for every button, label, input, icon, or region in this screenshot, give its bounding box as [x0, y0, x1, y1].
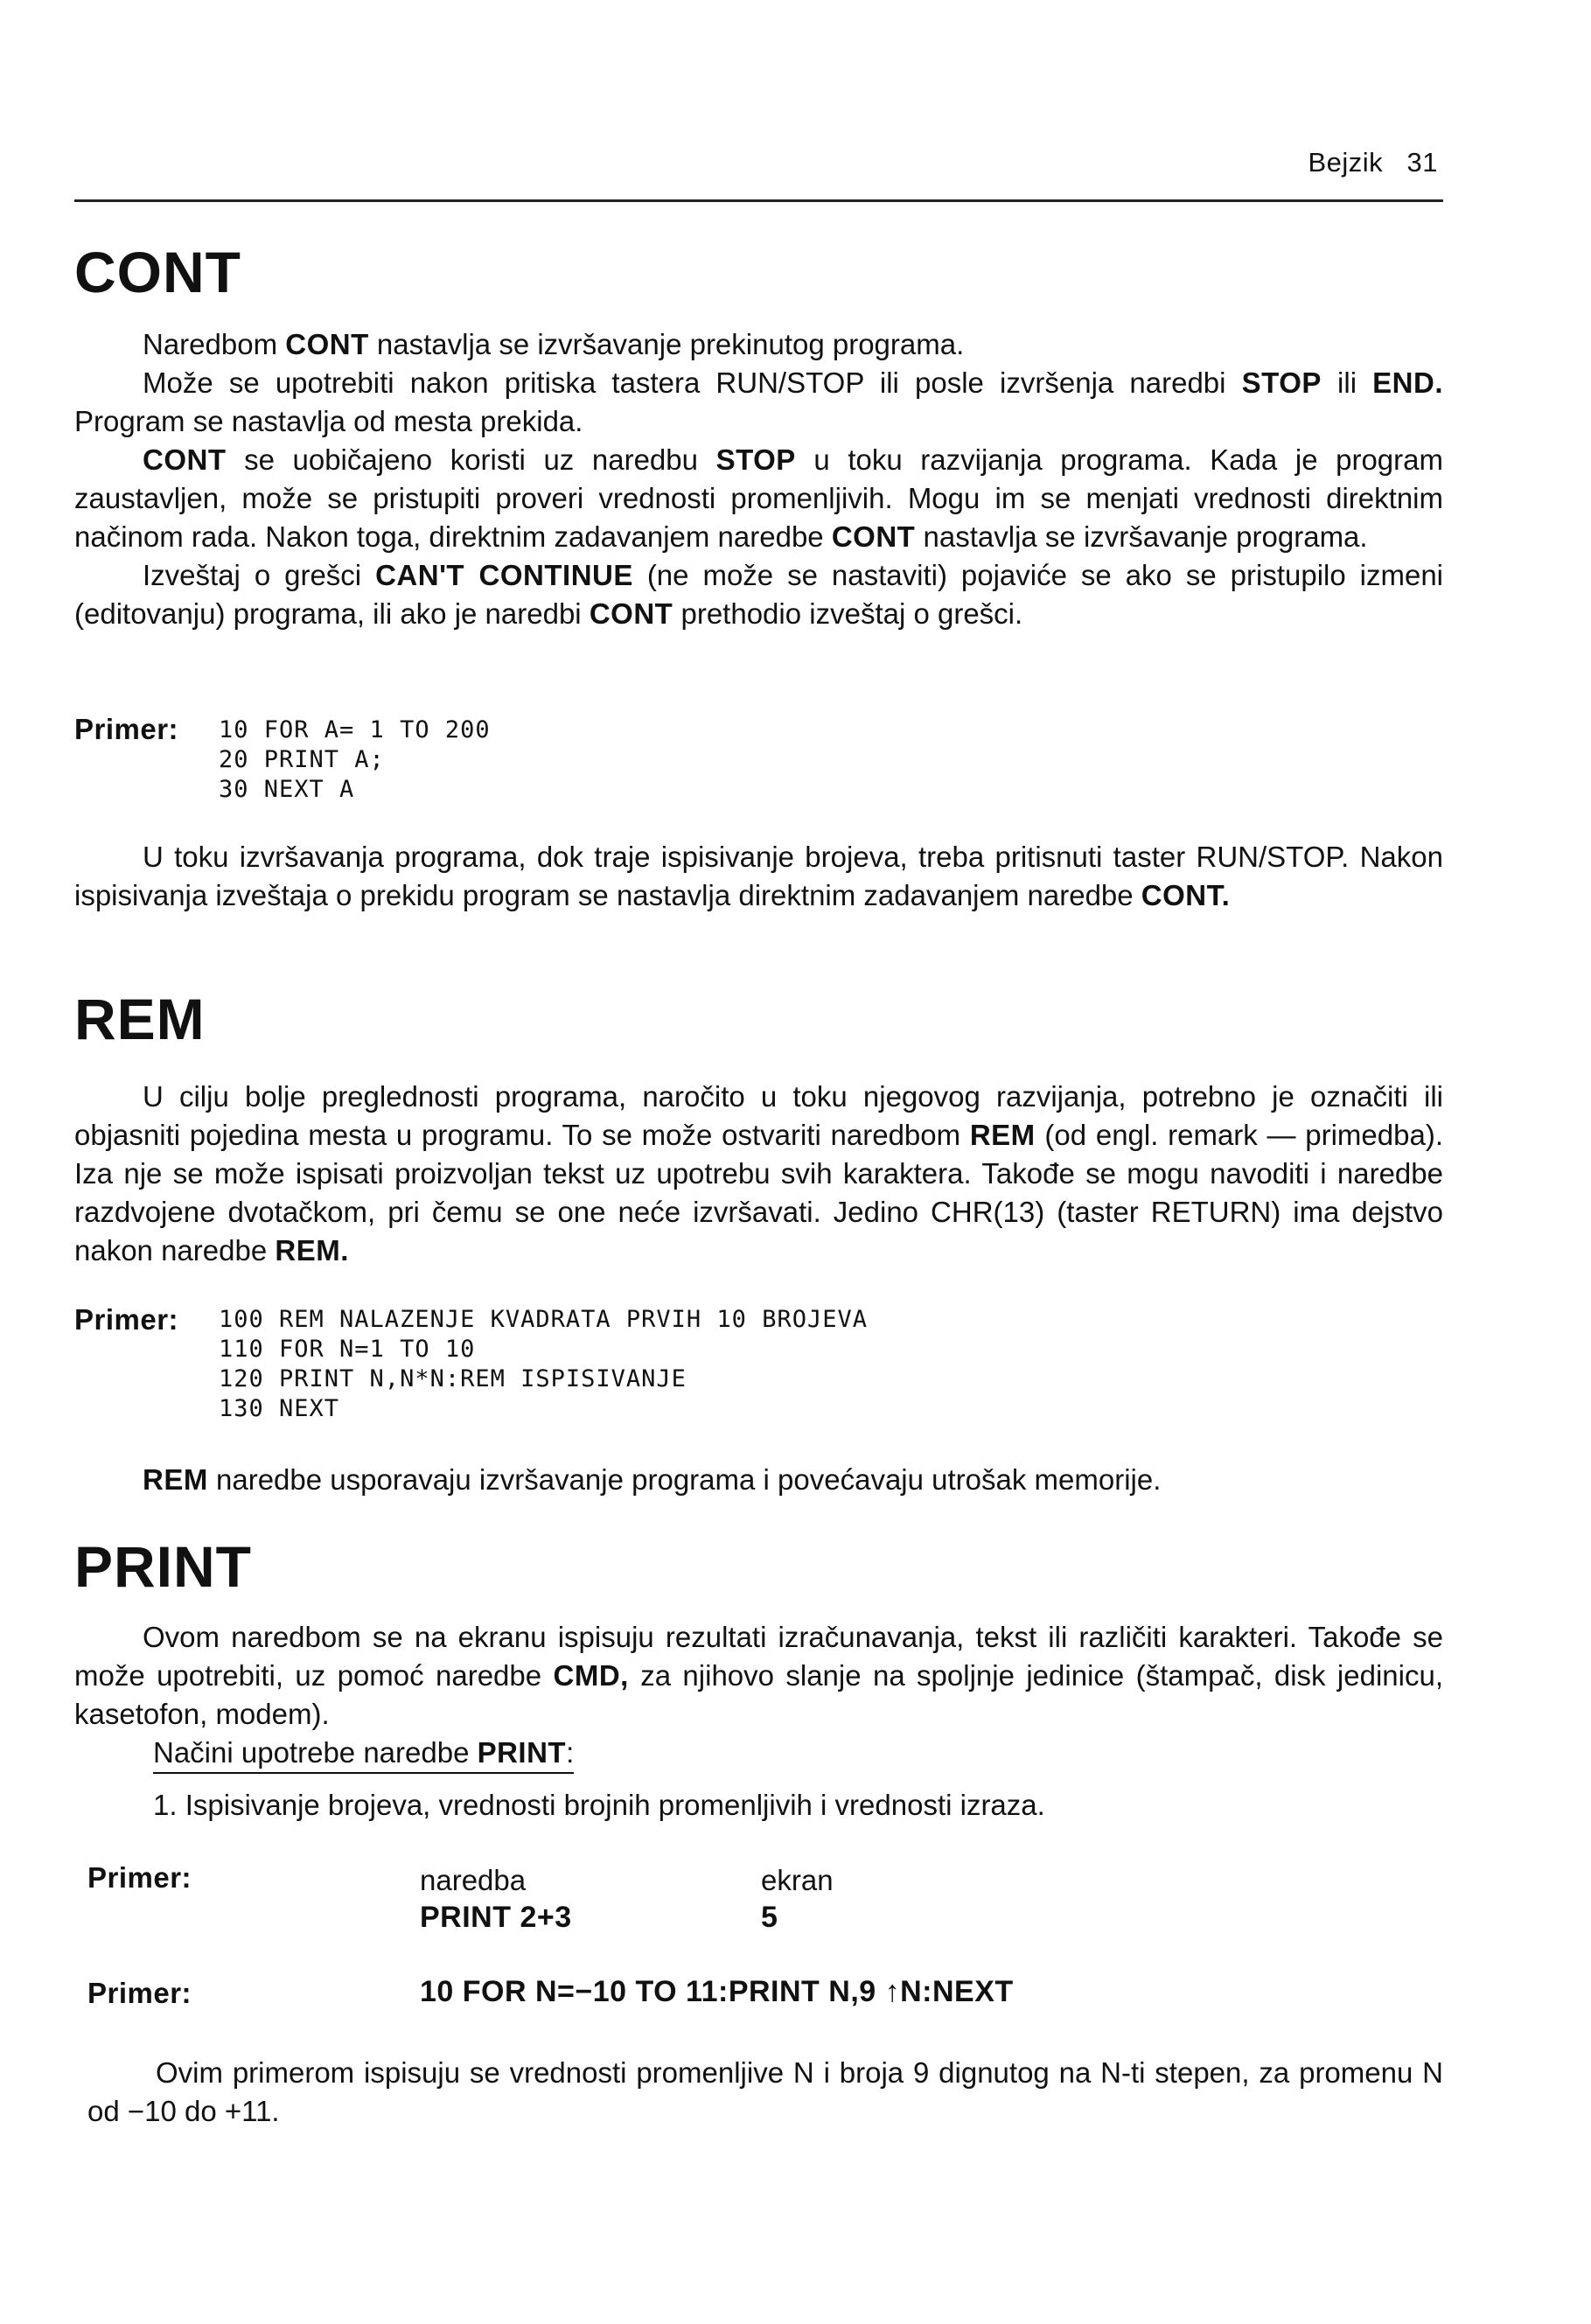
section-title-rem: REM: [74, 987, 206, 1051]
cont-body-after-example: [74, 838, 1443, 915]
rem-example-label: Primer:: [74, 1303, 179, 1336]
rem-body-after-example: [74, 1461, 1443, 1499]
cont-paragraph-2: Može se upotrebiti nakon pritiska tastera RUN/STOP ili posle izvršenja naredbi STOP ili END. Program se nastavlja od mesta prekida.: [74, 366, 1443, 437]
running-title: Bejzik: [1308, 147, 1384, 178]
section-title-cont: CONT: [74, 240, 241, 304]
print-example1-result: 5: [761, 1901, 778, 1934]
code-line: 110 FOR N=1 TO 10: [219, 1336, 476, 1363]
cont-code-block: [219, 715, 491, 805]
print-body-after-example: [87, 2054, 1443, 2131]
rem-paragraph-2: REM naredbe usporavaju izvršavanje programa i povećavaju utrošak memorije.: [143, 1463, 1162, 1496]
code-line: 20 PRINT A;: [219, 746, 385, 773]
code-line: 130 NEXT: [219, 1395, 340, 1422]
rem-body: [74, 1078, 1443, 1270]
print-example2-label: Primer:: [87, 1977, 192, 2009]
print-body: [74, 1618, 1443, 1734]
print-example1-col-header-screen: ekran: [761, 1864, 834, 1896]
cont-paragraph-5: U toku izvršavanja programa, dok traje ispisivanje brojeva, treba pritisnuti taster RUN/STOP. Nakon ispisivanja izveštaja o prekidu program se nastavlja direktnim zadavanjem naredbe CONT.: [74, 841, 1443, 911]
print-paragraph-2: Ovim primerom ispisuju se vrednosti promenljive N i broja 9 dignutog na N-ti stepen, za promenu N od −10 do +11.: [87, 2056, 1443, 2127]
cont-paragraph-3: CONT se uobičajeno koristi uz naredbu STOP u toku razvijanja programa. Kada je program zaustavljen, može se pristupiti proveri vrednosti promenljivih. Mogu im se menjati vrednosti direktnim načinom rada. Nakon toga, direktnim zadavanjem naredbe CONT nastavlja se izvršavanje programa.: [74, 443, 1443, 553]
print-usage-heading: Načini upotrebe naredbe PRINT:: [153, 1734, 574, 1772]
code-line: 100 REM NALAZENJE KVADRATA PRVIH 10 BROJEVA: [219, 1306, 868, 1333]
print-paragraph-1: Ovom naredbom se na ekranu ispisuju rezultati izračunavanja, tekst ili različiti karakteri. Takođe se može upotrebiti, uz pomoć naredbe CMD, za njihovo slanje na spoljnje jedinice (štampač, disk jedinicu, kasetofon, modem).: [74, 1621, 1443, 1730]
rem-paragraph-1: U cilju bolje preglednosti programa, naročito u toku njegovog razvijanja, potrebno je označiti ili objasniti pojedina mesta u programu. To se može ostvariti naredbom REM (od engl. remark — primedba). Iza nje se može ispisati proizvoljan tekst uz upotrebu svih karaktera. Takođe se mogu navoditi i naredbe razdvojene dvotačkom, pri čemu se one neće izvršavati. Jedino CHR(13) (taster RETURN) ima dejstvo nakon naredbe REM.: [74, 1080, 1443, 1267]
running-header: [1308, 147, 1438, 178]
print-example1-command: PRINT 2+3: [420, 1901, 572, 1934]
code-line: 10 FOR A= 1 TO 200: [219, 716, 491, 743]
section-title-print: PRINT: [74, 1534, 252, 1599]
print-example2-command: 10 FOR N=−10 TO 11:PRINT N,9 ↑N:NEXT: [420, 1975, 1014, 2008]
rem-code-block: [219, 1305, 868, 1424]
cont-example-label: Primer:: [74, 713, 179, 745]
print-usage-item-1: 1. Ispisivanje brojeva, vrednosti brojnih promenljivih i vrednosti izraza.: [153, 1789, 1045, 1821]
print-example1-col-header-command: naredba: [420, 1864, 527, 1896]
print-example1-label: Primer:: [87, 1861, 192, 1894]
header-rule: [74, 199, 1443, 202]
cont-body: [74, 325, 1443, 633]
page-number: 31: [1406, 147, 1438, 178]
cont-paragraph-4: Izveštaj o grešci CAN'T CONTINUE (ne može se nastaviti) pojaviće se ako se pristupilo izmeni (editovanju) programa, ili ako je naredbi CONT prethodio izveštaj o grešci.: [74, 559, 1444, 630]
cont-paragraph-1: Naredbom CONT nastavlja se izvršavanje prekinutog programa.: [143, 328, 965, 360]
code-line: 30 NEXT A: [219, 776, 355, 803]
code-line: 120 PRINT N,N*N:REM ISPISIVANJE: [219, 1365, 687, 1392]
